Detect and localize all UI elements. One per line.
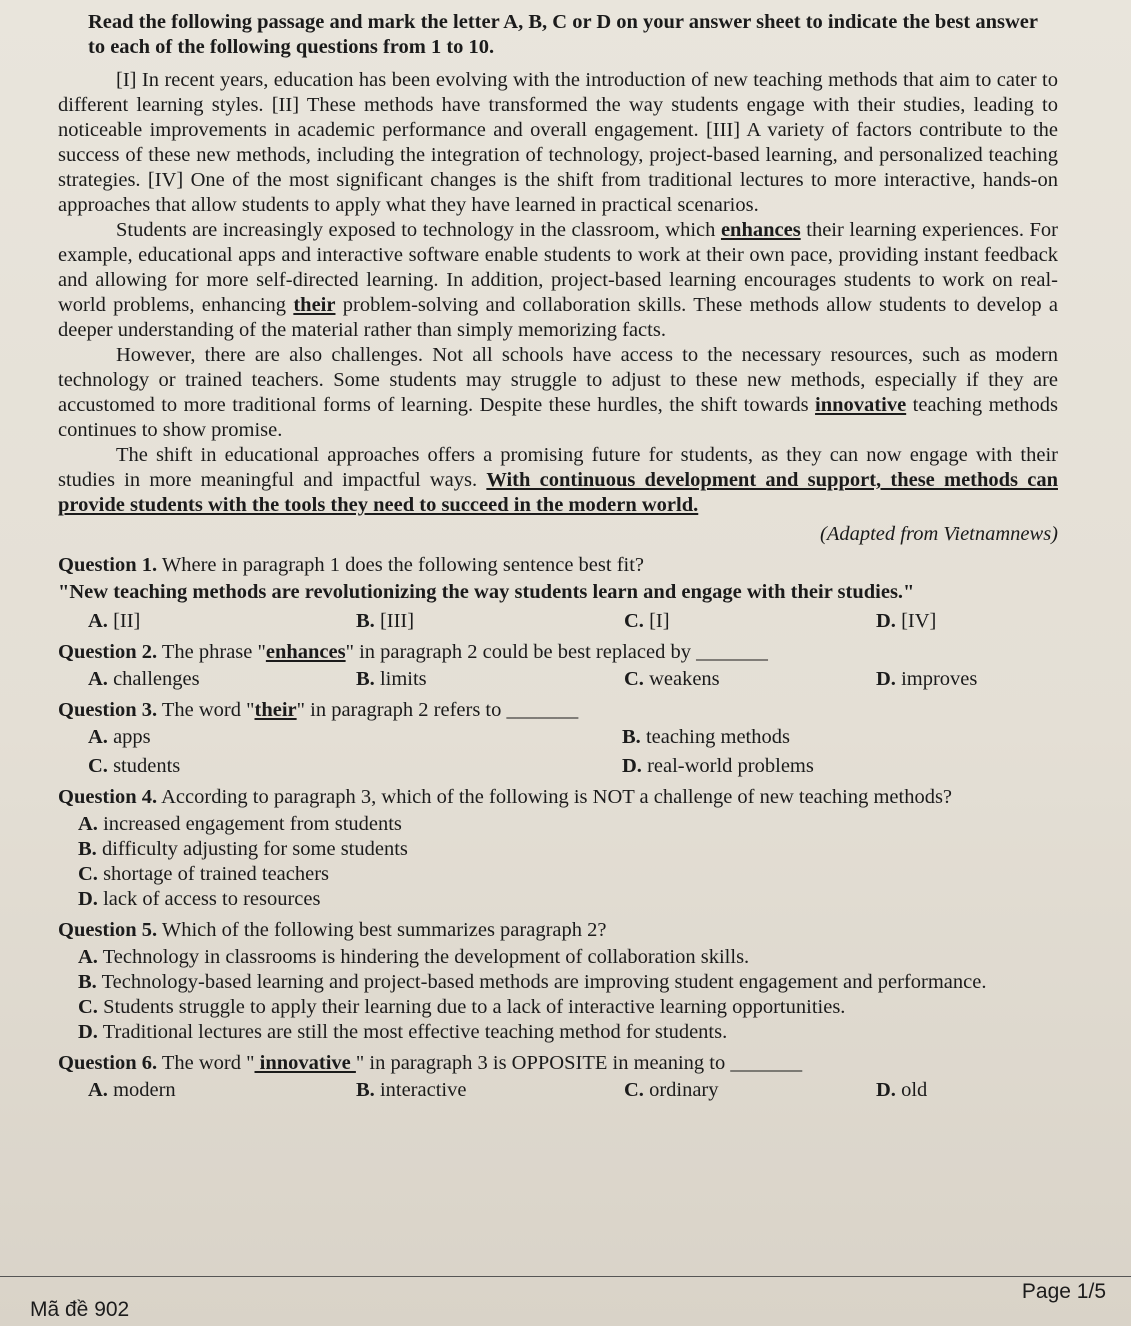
option-d[interactable]: D. real-world problems [622, 755, 814, 777]
paragraph-2-text-c: problem-solving and collaboration skills. These methods allow students to develop a deeper understanding of the material rather than simply memorizing facts. [58, 294, 1059, 341]
question-1 [58, 553, 1058, 578]
paragraph-1: [I] In recent years, education has been evolving with the introduction of new teaching methods that aim to cater to different learning styles. [II] These methods have transformed the way students engage with their studies, leading to noticeable improvements in academic performance and overall engagement. [III] A variety of factors contribute to the success of these new methods, including the integration of technology, project-based learning, and personalized teaching strategies. [IV] One of the most significant changes is the shift from traditional lectures to more interactive, hands-on approaches that allow students to apply what they have learned in practical scenarios. [58, 69, 1058, 216]
option-d[interactable]: D. lack of access to resources [78, 888, 321, 910]
option-a[interactable]: A. modern [88, 1079, 176, 1101]
paragraph-4-text-a: The shift in educational approaches offers a promising future for students, as they can now engage with their studies in more meaningful and impactful ways. [58, 444, 1058, 491]
underlined-word-innovative: innovative [815, 394, 907, 416]
question-3-options [88, 725, 1058, 779]
question-3: Question 3. The word "their" in paragraph 2 refers to _______ [58, 699, 579, 721]
option-b[interactable]: B. [III] [356, 610, 415, 632]
page-content [58, 10, 1058, 1103]
option-b[interactable]: B. difficulty adjusting for some students [78, 838, 408, 860]
option-d[interactable]: D. improves [876, 668, 978, 690]
paragraph-2-text-b: their learning experiences. For example, educational apps and interactive software enable students to work at their own pace, providing instant feedback and allowing for more self-directed learning. In addition, project-based learning encourages students to work on real-world problems, enhancing [58, 219, 1058, 316]
question-2: Question 2. The phrase "enhances" in paragraph 2 could be best replaced by _______ [58, 641, 768, 663]
question-4-options [58, 812, 1058, 912]
option-b[interactable]: B. limits [356, 668, 427, 690]
option-c[interactable]: C. weakens [624, 668, 720, 690]
underlined-word-enhances: enhances [720, 219, 801, 241]
paragraph-3-text-b: teaching methods continues to show promise. [58, 394, 1059, 441]
footer-divider [0, 1276, 1131, 1277]
underlined-word-their: their [293, 294, 336, 316]
question-5 [58, 918, 1058, 943]
option-c[interactable]: C. ordinary [624, 1079, 719, 1101]
question-1-text: Where in paragraph 1 does the following sentence best fit? [161, 554, 645, 576]
question-5-options [58, 945, 1058, 1045]
option-a[interactable]: A. increased engagement from students [78, 813, 402, 835]
option-c[interactable]: C. Students struggle to apply their learning due to a lack of interactive learning opportunities. [78, 996, 846, 1018]
question-6: Question 6. The word " innovative " in paragraph 3 is OPPOSITE in meaning to _______ [58, 1052, 803, 1074]
option-b[interactable]: B. Technology-based learning and project-based methods are improving student engagement and performance. [78, 971, 987, 993]
question-1-options [88, 609, 1058, 634]
question-6-label: Question 6. [58, 1052, 158, 1074]
option-a[interactable]: A. challenges [88, 668, 200, 690]
paragraph-4 [58, 443, 1058, 518]
question-2-label: Question 2. [58, 641, 158, 663]
question-1-quote: "New teaching methods are revolutionizing the way students learn and engage with their studies." [58, 581, 915, 603]
source-citation: (Adapted from Vietnamnews) [820, 523, 1058, 545]
option-b[interactable]: B. interactive [356, 1079, 467, 1101]
option-c[interactable]: C. shortage of trained teachers [78, 863, 330, 885]
question-4-label: Question 4. [58, 786, 158, 808]
exam-code: Mã đề 902 [30, 1298, 130, 1321]
paragraph-3 [58, 343, 1058, 443]
question-6-options [88, 1078, 1058, 1103]
question-2-options [88, 667, 1058, 692]
question-4-text: According to paragraph 3, which of the following is NOT a challenge of new teaching methods? [161, 786, 953, 808]
question-6-word: innovative [254, 1052, 356, 1074]
question-1-label: Question 1. [58, 554, 158, 576]
paragraph-3-text-a: However, there are also challenges. Not all schools have access to the necessary resources, such as modern technology or trained teachers. Some students may struggle to adjust to these new methods, especially if they are accustomed to more traditional forms of learning. Despite these hurdles, the shift towards [58, 344, 1058, 416]
option-b[interactable]: B. teaching methods [622, 726, 790, 748]
option-d[interactable]: D. Traditional lectures are still the most effective teaching method for students. [78, 1021, 728, 1043]
option-c[interactable]: C. students [88, 755, 181, 777]
paragraph-2-text-a: Students are increasingly exposed to technology in the classroom, which [116, 219, 716, 241]
option-d[interactable]: D. [IV] [876, 610, 937, 632]
question-5-label: Question 5. [58, 919, 158, 941]
option-a[interactable]: A. Technology in classrooms is hindering the development of collaboration skills. [78, 946, 750, 968]
question-3-word: their [254, 699, 297, 721]
question-2-word: enhances [265, 641, 346, 663]
option-c[interactable]: C. [I] [624, 610, 670, 632]
underlined-sentence: With continuous development and support, these methods can provide students with the tools they need to succeed in the modern world. [58, 469, 1058, 516]
question-3-label: Question 3. [58, 699, 158, 721]
option-d[interactable]: D. old [876, 1079, 928, 1101]
question-4 [58, 785, 1058, 810]
page-number: Page 1/5 [1021, 1280, 1106, 1303]
option-a[interactable]: A. apps [88, 726, 151, 748]
option-a[interactable]: A. [II] [88, 610, 141, 632]
instructions: Read the following passage and mark the letter A, B, C or D on your answer sheet to indicate the best answer to each of the following questions from 1 to 10. [88, 11, 1038, 58]
question-5-text: Which of the following best summarizes paragraph 2? [161, 919, 607, 941]
paragraph-2 [58, 218, 1058, 343]
